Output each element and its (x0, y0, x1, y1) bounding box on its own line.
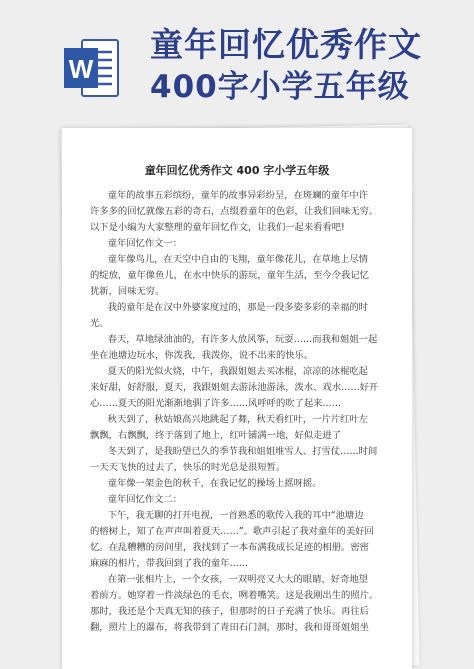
body-line: 许多多的回忆就像五彩的奇石，点缀着童年的色彩，让我们回味无穷。 (90, 206, 379, 217)
body-line: 麻麻的相片，带我回到了我的童年…… (90, 558, 249, 569)
body-line: 童年的故事五彩缤纷，童年的故事异彩纷呈，在斑斓的童年中许 (107, 190, 368, 201)
body-line: 来好甜，好舒服，夏天，我跟姐姐去游泳池游泳，泼水、戏水……好开 (90, 382, 379, 393)
body-line: 着前方。她穿着一件淡绿色的毛衣，咧着嘴笑。这是我刚出生的照片。 (90, 590, 379, 601)
body-line: 冬天到了，是我盼望已久的季节我和姐姐堆雪人、打雪仗……时间 (107, 446, 378, 457)
body-line: 心……夏天的阳光渐渐地驯了许多……风呼呼的吹了起来…… (90, 398, 342, 409)
body-line: 飘飘，右飘飘，终于落到了地上，红叶铺满一地，好似走进了 (90, 430, 342, 441)
body-line: 以下是小编为大家整理的童年回忆作文，让我们一起来看看吧! (90, 222, 345, 233)
body-line: 童年像鸟儿，在天空中自由的飞翔，童年像花儿，在草地上尽情 (107, 254, 368, 265)
body-line: 光。 (90, 318, 109, 329)
banner-title-line-2: 400字小学五年级 (150, 69, 410, 105)
body-line: 翻，照片上的瀑布，将我带到了青田石门洞，那时，我和哥哥姐姐坐 (90, 622, 369, 633)
body-line: 秋天到了，秋姑娘高兴地跳起了舞，秋天看红叶，一片片红叶左 (107, 414, 368, 425)
body-line: 夏天的阳光似火烧，中午，我跟姐姐去买冰棍，凉凉的冰棍吃起 (107, 366, 368, 377)
body-line: 那时，我还是个天真无知的孩子，但那时的日子充满了快乐。再往后 (90, 606, 369, 617)
banner (0, 0, 474, 130)
body-line: 童年回忆作文二： (107, 494, 183, 505)
document-title: 童年回忆优秀作文 400 字小学五年级 (144, 164, 330, 177)
body-line: 犹新，回味无穷。 (90, 286, 165, 297)
body-line: 我的童年是在汉中外婆家度过的，那是一段多姿多彩的幸福的时 (107, 302, 368, 313)
body-line: 下午，我无聊的打开电视，一首熟悉的歌传入我的耳中“池塘边 (107, 510, 364, 521)
body-line: 童年像一架金色的秋千，在我记忆的操场上摇呀摇。 (107, 478, 322, 489)
word-doc-icon (62, 36, 120, 100)
body-line: 忆。在乱糟糟的房间里，我找到了一本布满我成长足迹的相册。密密 (90, 542, 369, 553)
body-line: 坐在池塘边玩水，你泼我，我泼你，说不出来的快乐。 (90, 350, 314, 361)
body-line: 的榕树上，知了在声声叫着夏天……”。歌声引起了我对童年的美好回 (90, 526, 374, 537)
document-page[interactable] (62, 128, 412, 669)
document-body (90, 188, 388, 636)
word-letter: W (68, 54, 94, 84)
body-line: 春天，草地绿油油的，有许多人放风筝，玩耍……而我和姐姐一起 (107, 334, 378, 345)
body-line: 童年回忆作文一： (107, 238, 183, 249)
body-line: 在第一张相片上，一个女孩，一双明亮又大大的眼睛，好奇地望 (107, 574, 368, 585)
body-line: 一天天飞快的过去了，快乐的时光总是很短暂。 (90, 462, 286, 473)
banner-title-line-1: 童年回忆优秀作文 (150, 25, 422, 64)
body-line: 的绽放，童年像鱼儿，在水中快乐的游玩，童年生活，至今令我记忆 (90, 270, 369, 281)
